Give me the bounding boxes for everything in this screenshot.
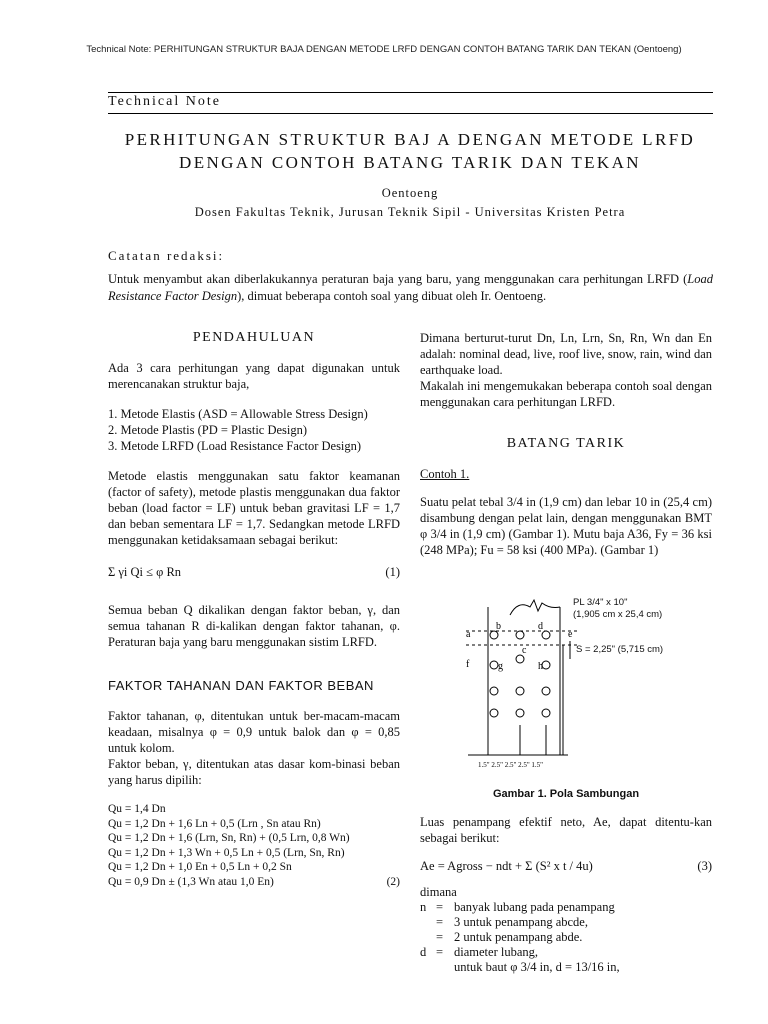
methods-list — [108, 406, 400, 454]
editor-note: Untuk menyambut akan diberlakukannya peraturan baja yang baru, yang menggunakan cara perhitungan LRFD (Load Resistance Factor Design), dimuat beberapa contoh soal yang dibuat oleh Ir. Oentoeng. — [108, 272, 713, 303]
definition-row: n = banyak lubang pada penampang — [420, 900, 615, 914]
intro-paragraph: Ada 3 cara perhitungan yang dapat digunakan untuk merencanakan struktur baja, — [108, 361, 400, 391]
combo-row: Qu = 1,2 Dn + 1,6 (Lrn, Sn, Rn) + (0,5 Lrn, 0,8 Wn) — [108, 832, 350, 844]
load-combinations — [108, 802, 400, 889]
scope-paragraph: Makalah ini mengemukakan beberapa contoh soal dengan menggunakan cara perhitungan LRFD. — [420, 379, 712, 409]
svg-text:h: h — [538, 661, 543, 672]
section-faktor: FAKTOR TAHANAN DAN FAKTOR BEBAN — [108, 678, 374, 693]
equation-1-number: (1) — [385, 565, 400, 579]
combo-row: Qu = 1,2 Dn + 1,6 Ln + 0,5 (Lrn , Sn atau Rn) — [108, 817, 321, 830]
technical-note-label: Technical Note — [108, 94, 221, 109]
svg-text:d: d — [538, 621, 543, 632]
svg-text:f: f — [466, 659, 470, 670]
svg-text:c: c — [522, 645, 527, 656]
right-column-lower — [420, 814, 712, 975]
figure-spacing-label: S = 2,25" (5,715 cm) — [576, 644, 664, 655]
combo-row: Qu = 1,2 Dn + 1,3 Wn + 0,5 Ln + 0,5 (Lrn, Sn, Rn) — [108, 846, 345, 859]
figure-1 — [458, 595, 688, 780]
definition-row: untuk baut φ 3/4 in, d = 13/16 in, — [454, 960, 620, 974]
equation-3-number: (3) — [697, 859, 712, 873]
svg-text:b: b — [496, 621, 501, 632]
header-rule — [108, 113, 713, 114]
section-batang-tarik: BATANG TARIK — [506, 436, 626, 451]
load-paragraph: Semua beban Q dikalikan dengan faktor beban, γ, dan semua tahanan R di-kalikan dengan faktor tahanan, φ. Peraturan baja yang baru menggunakan sistim LRFD. — [108, 603, 400, 649]
equation-3 — [420, 858, 712, 874]
title-line-2: DENGAN CONTOH BATANG TARIK DAN TEKAN — [179, 153, 641, 172]
top-rule — [108, 92, 713, 93]
equation-3-expr: Ae = Agross − ndt + Σ (S² x t / 4u) — [420, 859, 593, 873]
combo-row: Qu = 1,4 Dn — [108, 803, 166, 815]
svg-text:e: e — [568, 629, 573, 640]
bolt-pattern-diagram — [458, 595, 688, 780]
definition-row: = 2 untuk penampang abde. — [436, 930, 583, 944]
combo-row: Qu = 1,2 Dn + 1,0 En + 0,5 Ln + 0,2 Sn — [108, 861, 292, 873]
combo-row-last: Qu = 0,9 Dn ± (1,3 Wn atau 1,0 En) (2) — [108, 875, 400, 888]
effective-area-paragraph: Luas penampang efektif neto, Ae, dapat ditentu-kan sebagai berikut: — [420, 815, 712, 845]
svg-text:g: g — [498, 661, 503, 672]
example-1-text: Suatu pelat tebal 3/4 in (1,9 cm) dan lebar 10 in (25,4 cm) disambung dengan pelat lain, dengan menggunakan BMT φ 3/4 in (1,9 cm) (Gambar 1). Mutu baja A36, Fy = 36 ksi (248 MPa); Fu = 58 ksi (400 MPa). (Gambar 1) — [420, 495, 712, 557]
editor-note-heading: Catatan redaksi: — [108, 248, 225, 263]
list-item: 1. Metode Elastis (ASD = Allowable Stress Design) — [108, 407, 368, 421]
equation-1-expr: Σ γi Qi ≤ φ Rn — [108, 565, 182, 579]
equation-1 — [108, 564, 400, 580]
definitions-table — [420, 900, 620, 975]
svg-text:a: a — [466, 629, 471, 640]
paper-title — [100, 128, 720, 174]
resistance-paragraph: Faktor tahanan, φ, ditentukan untuk ber-macam-macam keadaan, misalnya φ = 0,9 untuk balok dan φ = 0,85 untuk kolom. — [108, 709, 400, 755]
right-column — [420, 330, 712, 558]
dimana-label: dimana — [420, 885, 457, 899]
title-line-1: PERHITUNGAN STRUKTUR BAJ A DENGAN METODE LRFD — [124, 130, 696, 149]
svg-text:1.5" 2.5" 2.5" 2.5" 1.5": 1.5" 2.5" 2.5" 2.5" 1.5" — [478, 761, 544, 769]
list-item: 3. Metode LRFD (Load Resistance Factor Design) — [108, 439, 362, 453]
running-header: Technical Note: PERHITUNGAN STRUKTUR BAJA DENGAN METODE LRFD DENGAN CONTOH BATANG TARIK DAN TEKAN (Oentoeng) — [86, 44, 682, 55]
definition-row: d = diameter lubang, — [420, 945, 538, 959]
figure-plate-label: PL 3/4" x 10" (1,905 cm x 25,4 cm) — [573, 597, 663, 620]
section-pendahuluan: PENDAHULUAN — [192, 330, 316, 345]
notation-paragraph: Dimana berturut-turut Dn, Ln, Lrn, Sn, Rn, Wn dan En adalah: nominal dead, live, roof live, snow, rain, wind dan earthquake load. — [420, 331, 712, 377]
definition-row: = 3 untuk penampang abcde, — [436, 915, 588, 929]
author-block — [100, 184, 720, 222]
example-1-label: Contoh 1. — [420, 467, 470, 481]
left-column — [108, 330, 400, 889]
author-name: Oentoeng — [381, 186, 439, 200]
methods-paragraph: Metode elastis menggunakan satu faktor keamanan (factor of safety), metode plastis menggunakan dua faktor beban (load factor = LF) untuk beban gravitasi LF = 1,7 dan beban sementara LF = 1,7. Sedangkan metode LRFD menggunakan ketidaksamaan sebagai berikut: — [108, 469, 400, 547]
author-affiliation: Dosen Fakultas Teknik, Jurusan Teknik Sipil - Universitas Kristen Petra — [194, 205, 626, 219]
list-item: 2. Metode Plastis (PD = Plastic Design) — [108, 423, 308, 437]
equation-2-number: (2) — [386, 875, 400, 888]
load-factor-paragraph: Faktor beban, γ, ditentukan atas dasar kom-binasi beban yang harus dipilih: — [108, 757, 400, 787]
figure-1-caption: Gambar 1. Pola Sambungan — [492, 788, 640, 800]
